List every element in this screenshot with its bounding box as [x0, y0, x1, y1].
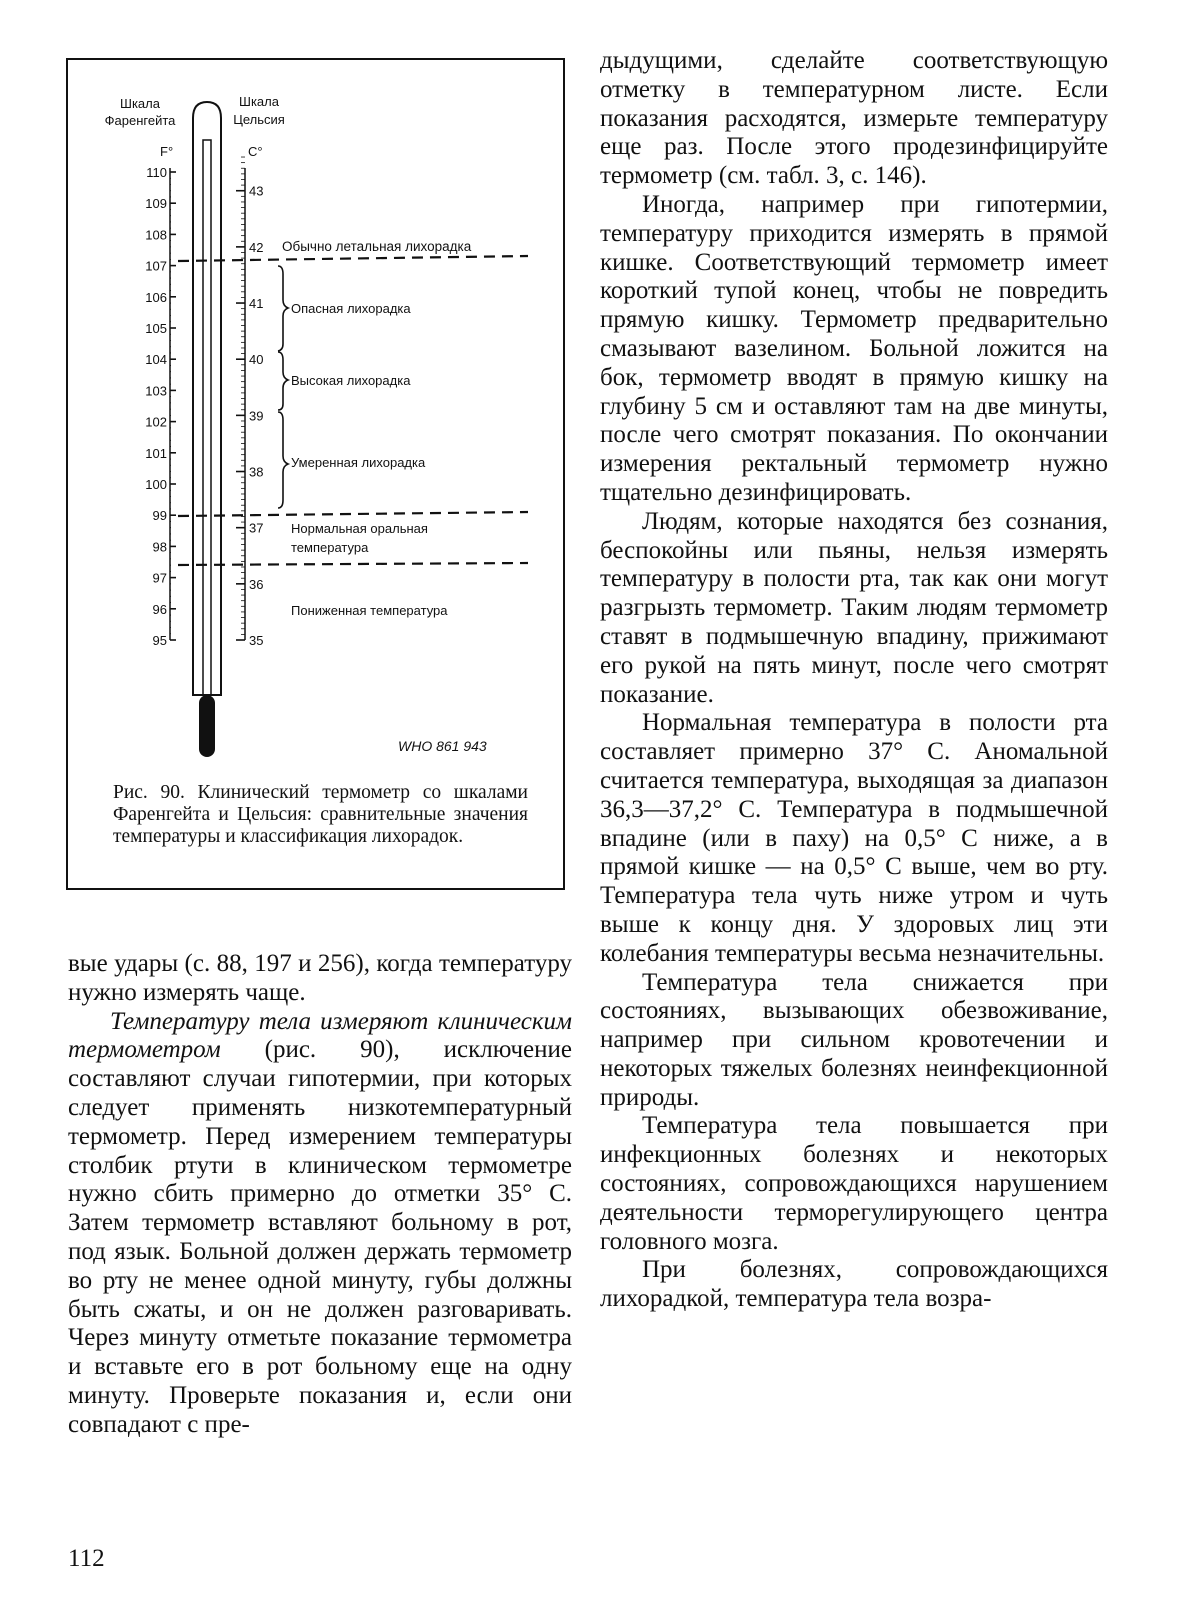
- right-paragraph-5: Температура тела снижается при состояниях, вызывающих обезвоживание, например при сильном кровотечении и некоторых тяжелых болезнях неинфекционной природы.: [600, 968, 1108, 1111]
- brace-high: [278, 352, 288, 410]
- figure-code: WHO 861 943: [398, 738, 487, 754]
- celsius-labels: [249, 184, 263, 648]
- fahrenheit-tick-label: 97: [152, 570, 167, 586]
- zone-normal-2: температура: [291, 540, 369, 555]
- fahrenheit-tick-label: 102: [145, 414, 167, 430]
- fahrenheit-tick-label: 110: [146, 165, 167, 180]
- fahrenheit-tick-label: 108: [145, 227, 167, 243]
- zone-high: Высокая лихорадка: [291, 373, 411, 388]
- boundary-lethal: [178, 256, 528, 261]
- fahrenheit-tick-label: 100: [145, 477, 167, 492]
- fahrenheit-tick-label: 109: [145, 196, 167, 212]
- brace-moderate: [278, 412, 288, 508]
- page-number: 112: [68, 1545, 105, 1572]
- right-paragraph-4: Нормальная температура в полости рта составляет примерно 37° С. Аномальной считается температура, выходящая за диапазон 36,3—37,2° С. Температура в подмышечной впадине (или в паху) на 0,5° С ниже, а в прямой кишке — на 0,5° С выше, чем во рту. Температура тела чуть ниже утром и чуть выше к концу дня. У здоровых лиц эти колебания температуры весьма незначительны.: [600, 709, 1108, 967]
- celsius-tick-label: 40: [249, 352, 264, 368]
- boundary-normal-upper: [178, 512, 528, 516]
- right-paragraph-2: Иногда, например при гипотермии, температуру приходится измерять в прямой кишке. Соответствующий термометр имеет короткий тупой конец, чтобы не повредить прямую кишку. Термометр предварительно смазывают вазелином. Больной ложится на бок, термометр вводят в прямую кишку на глубину 5 см и оставляют там на две минуты, после чего смотрят показания. По окончании измерения ректальный термометр нужно тщательно дезинфицировать.: [600, 190, 1108, 506]
- fahrenheit-tick-label: 95: [152, 633, 167, 648]
- celsius-tick-label: 35: [249, 633, 264, 648]
- fahrenheit-scale-title-2: Фаренгейта: [104, 113, 176, 128]
- fahrenheit-tick-label: 105: [145, 321, 167, 336]
- celsius-tick-label: 42: [249, 239, 264, 255]
- right-paragraph-3: Людям, которые находятся без сознания, беспокойны или пьяны, нельзя измерять температуру в полости рта, так как они могут разгрызть термометр. Таким людям термометр ставят в подмышечную впадину, прижимают его рукой на пять минут, после чего смотрят показание.: [600, 507, 1108, 708]
- left-paragraph-2-text: (рис. 90), исключение составляют случаи гипотермии, при которых следует применять низкотемпературный термометр. Перед измерением температуры столбик ртути в клиническом термометре нужно сбить примерно до отметки 35° С. Затем термометр вставляют больному в рот, под язык. Больной должен держать термометр во рту не менее одной минуту, губы должны быть сжаты, и он не должен разговаривать. Через минуту отметьте показание термометра и вставьте его в рот больному еще на одну минуту. Проверьте показания и, если они совпадают с пре-: [68, 1036, 572, 1438]
- fahrenheit-tick-label: 98: [152, 539, 167, 555]
- fahrenheit-labels: [145, 165, 167, 648]
- fahrenheit-tick-label: 103: [145, 383, 167, 399]
- fahrenheit-tick-label: 106: [145, 289, 167, 305]
- fahrenheit-tick-label: 104: [145, 352, 167, 368]
- zone-normal: Нормальная оральная: [291, 521, 428, 536]
- right-column: [600, 47, 1108, 1314]
- zone-low: Пониженная температура: [291, 603, 448, 618]
- zone-dangerous: Опасная лихорадка: [291, 301, 411, 316]
- fahrenheit-unit: F°: [160, 144, 174, 159]
- scale-ticks: [170, 157, 245, 640]
- celsius-scale-title: Шкала: [239, 94, 279, 109]
- fahrenheit-tick-label: 99: [152, 508, 167, 524]
- celsius-tick-label: 37: [249, 520, 264, 536]
- emphasis-text: Температуру тела измеряют клиническим термометром: [68, 1007, 572, 1064]
- celsius-unit: C°: [248, 144, 263, 159]
- right-paragraph-1: дыдущими, сделайте соответствующую отметку в температурном листе. Если показания расходятся, измерьте температуру еще раз. После этого продезинфицируйте термометр (см. табл. 3, с. 146).: [600, 47, 1108, 190]
- right-paragraph-6: Температура тела повышается при инфекционных болезнях и некоторых состояниях, сопровождающихся нарушением деятельности терморегулирующего центра головного мозга.: [600, 1112, 1108, 1255]
- left-paragraph-2: [68, 1008, 572, 1440]
- celsius-tick-label: 43: [249, 183, 264, 199]
- left-column: [68, 950, 572, 1440]
- celsius-tick-label: 41: [249, 296, 264, 312]
- fahrenheit-tick-label: 107: [145, 258, 167, 274]
- thermometer-capillary: [203, 140, 211, 695]
- fahrenheit-tick-label: 101: [145, 445, 167, 461]
- brace-dangerous: [278, 266, 288, 351]
- fahrenheit-tick-label: 96: [152, 601, 167, 617]
- mercury-bulb: [199, 695, 215, 757]
- celsius-scale-title-2: Цельсия: [233, 112, 285, 127]
- right-paragraph-7: При болезнях, сопровождающихся лихорадкой, температура тела возра-: [600, 1256, 1108, 1313]
- figure-caption: Рис. 90. Клинический термометр со шкалами Фаренгейта и Цельсия: сравнительные значения температуры и классификация лихорадок.: [113, 782, 528, 847]
- celsius-tick-label: 39: [249, 408, 264, 424]
- thermometer-tube: [193, 102, 221, 695]
- celsius-tick-label: 38: [249, 464, 264, 480]
- boundary-normal-lower: [178, 563, 528, 565]
- fahrenheit-scale-title: Шкала: [120, 96, 160, 111]
- celsius-tick-label: 36: [249, 576, 264, 592]
- left-paragraph-1: вые удары (с. 88, 197 и 256), когда температуру нужно измерять чаще.: [68, 950, 572, 1006]
- zone-moderate: Умеренная лихорадка: [291, 455, 426, 470]
- zone-lethal: Обычно летальная лихорадка: [282, 239, 472, 254]
